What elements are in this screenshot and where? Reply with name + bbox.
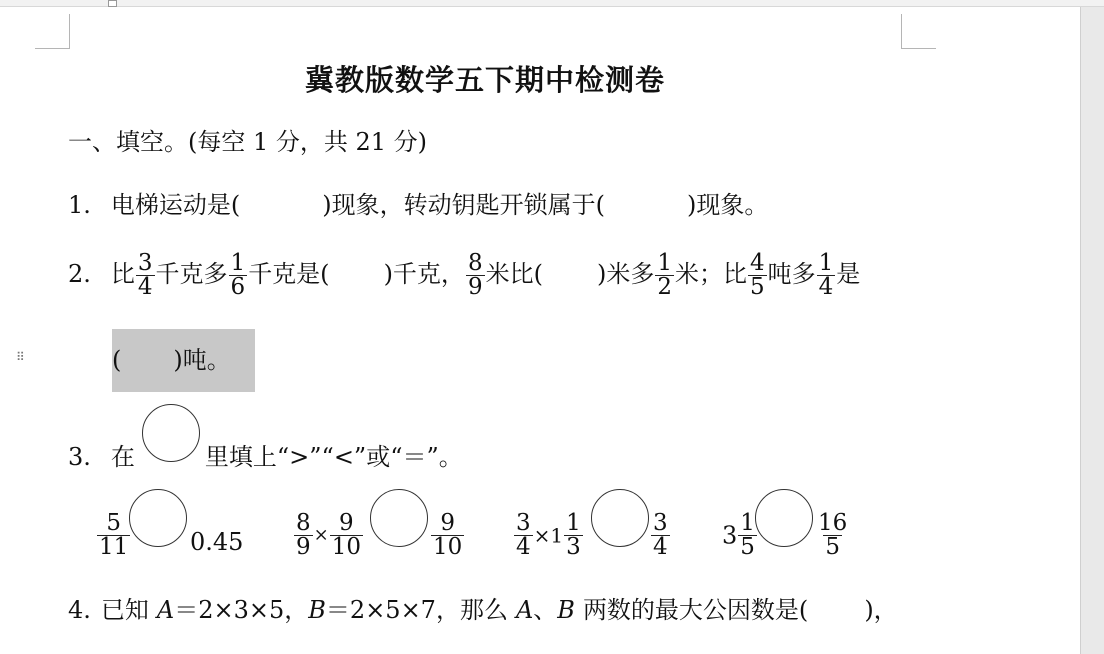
page-title: 冀教版数学五下期中检测卷 [304,63,665,97]
compare-value [650,512,671,559]
fraction: $\frac{9}{10}$ [331,510,362,560]
ruler-indent-marker[interactable] [108,0,117,7]
fraction: $\frac{8}{9}$ [467,250,483,300]
question-number: 1. [68,191,91,219]
question-1 [68,193,768,217]
q4-text: ＝2×3×5， [174,596,309,624]
ruler-bar [0,0,1104,7]
variable-a: A [156,596,175,624]
fraction: $\frac{1}{3}$ [566,510,581,560]
q2-text: 是 [836,260,861,288]
crop-mark-top-right [901,14,936,49]
question-number: 3. [68,443,91,471]
question-2 [68,252,860,299]
fraction: $\frac{1}{4}$ [818,250,834,300]
mixed-whole: 3 [722,521,738,550]
q4-text: ＝2×5×7，那么 [325,596,508,624]
variable-a: A [515,596,534,624]
question-4 [68,598,898,622]
q4-text: 两数的最大公因数是( [582,596,809,624]
example-circle [142,404,200,462]
question-number: 2. [68,260,91,288]
q2-text: ( [112,346,122,374]
q1-text-a: 电梯运动是( [110,191,241,219]
fraction: $\frac{1}{6}$ [230,250,246,300]
answer-circle[interactable] [591,489,649,547]
fraction: $\frac{8}{9}$ [296,510,311,560]
fraction: $\frac{3}{4}$ [137,250,153,300]
fraction: $\frac{3}{4}$ [516,510,531,560]
times-sign: ×1 [533,523,564,548]
compare-value [815,512,850,559]
drag-handle-icon[interactable]: ⠿ [16,350,25,364]
q3-text: 在 [110,443,135,471]
q2-text: )吨。 [173,346,231,374]
q2-text: 比 [110,260,135,288]
answer-circle[interactable] [370,489,428,547]
q4-text: 、 [533,596,558,624]
fraction: $\frac{9}{10}$ [433,510,463,560]
crop-mark-top-left [35,14,70,49]
variable-b: B [557,596,575,624]
fraction: $\frac{4}{5}$ [749,250,765,300]
fraction: $\frac{1}{2}$ [657,250,672,300]
q1-text-b: )现象，转动钥匙开锁属于( [322,191,606,219]
q2-text: )米多 [596,260,655,288]
q3-text: 里填上“>”“<”或“＝”。 [204,443,463,471]
q2-text: 米比( [485,260,543,288]
question-3 [68,445,463,469]
section-heading: 一、填空。(每空 1 分，共 21 分) [68,128,428,156]
q4-text: )， [864,596,898,624]
fraction: $\frac{1}{5}$ [740,510,755,560]
compare-value [430,512,465,559]
fraction: $\frac{5}{11}$ [99,510,129,560]
compare-value: 0.45 [190,528,244,556]
compare-item-1 [96,512,131,559]
q2-text: )千克， [383,260,465,288]
answer-circle[interactable] [755,489,813,547]
q1-text-c: )现象。 [687,191,769,219]
fraction: $\frac{16}{5}$ [818,510,848,560]
q2-text: 吨多 [767,260,816,288]
compare-item-3 [513,512,584,559]
q2-text: 米；比 [674,260,747,288]
q2-text: 千克多 [155,260,228,288]
compare-item-2 [293,512,364,559]
times-sign: × [313,524,329,546]
variable-b: B [308,596,326,624]
compare-item-4 [722,512,758,559]
question-2-line-2 [112,348,231,372]
q2-text: 千克是( [248,260,330,288]
answer-circle[interactable] [129,489,187,547]
fraction: $\frac{3}{4}$ [653,510,668,560]
question-number: 4. [68,596,91,624]
q4-text: 已知 [100,596,149,624]
